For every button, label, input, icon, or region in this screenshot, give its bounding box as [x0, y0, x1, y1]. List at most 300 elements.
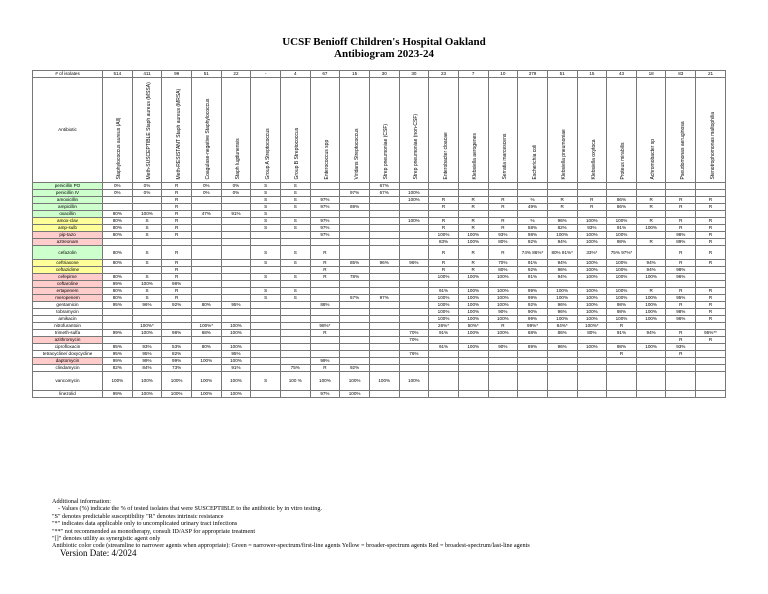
susceptibility-cell: 99%: [103, 281, 133, 288]
susceptibility-cell: [369, 365, 399, 372]
susceptibility-cell: [399, 323, 429, 330]
susceptibility-cell: 100%: [488, 302, 518, 309]
table-row: [33, 302, 726, 309]
susceptibility-cell: 91%: [221, 211, 251, 218]
susceptibility-cell: 97%: [310, 218, 340, 225]
susceptibility-cell: [191, 232, 221, 239]
susceptibility-cell: 100%: [547, 232, 577, 239]
susceptibility-cell: [399, 183, 429, 190]
susceptibility-cell: [221, 260, 251, 267]
susceptibility-cell: [191, 225, 221, 232]
susceptibility-cell: R: [488, 323, 518, 330]
organism-header: [399, 78, 429, 183]
susceptibility-cell: [221, 295, 251, 302]
susceptibility-cell: R: [666, 337, 696, 344]
organism-name: Staphylococcus aureus (All): [116, 117, 123, 179]
susceptibility-cell: [458, 211, 488, 218]
susceptibility-cell: [103, 239, 133, 246]
susceptibility-cell: [191, 267, 221, 274]
susceptibility-cell: 88%: [310, 302, 340, 309]
susceptibility-cell: 100%: [577, 288, 607, 295]
susceptibility-cell: R: [429, 225, 459, 232]
susceptibility-cell: 95%: [221, 351, 251, 358]
susceptibility-cell: R: [458, 260, 488, 267]
susceptibility-cell: R: [162, 246, 192, 260]
susceptibility-cell: 70%: [399, 330, 429, 337]
susceptibility-cell: [458, 351, 488, 358]
susceptibility-cell: [132, 309, 162, 316]
susceptibility-cell: 100%: [636, 316, 666, 323]
antibiotic-name: nitrofurantoin: [33, 323, 103, 330]
susceptibility-cell: S: [280, 246, 310, 260]
susceptibility-cell: [191, 351, 221, 358]
organism-name: Enterococcus spp: [323, 139, 330, 179]
organism-header: [132, 78, 162, 183]
susceptibility-cell: [547, 358, 577, 365]
susceptibility-cell: [429, 358, 459, 365]
susceptibility-cell: 100%: [221, 344, 251, 351]
organism-name: Coagulase-negative Staphylococcus: [205, 98, 212, 179]
susceptibility-cell: [191, 309, 221, 316]
susceptibility-cell: S: [251, 246, 281, 260]
susceptibility-cell: [251, 330, 281, 337]
susceptibility-cell: S: [132, 225, 162, 232]
susceptibility-cell: 100%: [369, 372, 399, 391]
susceptibility-cell: [488, 211, 518, 218]
susceptibility-cell: S: [132, 288, 162, 295]
additional-information: [52, 498, 530, 550]
susceptibility-cell: S: [132, 232, 162, 239]
susceptibility-cell: [221, 246, 251, 260]
antibiotic-name: trimeth-sulfa: [33, 330, 103, 337]
susceptibility-cell: 97%: [310, 391, 340, 398]
susceptibility-cell: R: [666, 246, 696, 260]
susceptibility-cell: 68%: [518, 330, 548, 337]
susceptibility-cell: 100 %: [280, 372, 310, 391]
susceptibility-cell: [251, 323, 281, 330]
susceptibility-cell: [488, 281, 518, 288]
organism-name: Strep pneumoniae (non-CSF): [412, 113, 419, 179]
susceptibility-cell: [280, 337, 310, 344]
susceptibility-cell: R: [488, 225, 518, 232]
susceptibility-cell: [310, 183, 340, 190]
susceptibility-cell: [340, 281, 370, 288]
organism-header: [547, 78, 577, 183]
susceptibility-cell: R: [310, 246, 340, 260]
susceptibility-cell: 80% 91%*: [547, 246, 577, 260]
susceptibility-cell: R: [162, 232, 192, 239]
susceptibility-cell: [607, 358, 637, 365]
susceptibility-cell: R: [162, 218, 192, 225]
susceptibility-cell: 91%: [518, 274, 548, 281]
susceptibility-cell: 100%: [607, 288, 637, 295]
table-row: [33, 211, 726, 218]
susceptibility-cell: R: [666, 351, 696, 358]
susceptibility-cell: [132, 197, 162, 204]
susceptibility-cell: [666, 183, 696, 190]
susceptibility-cell: 97%: [369, 295, 399, 302]
susceptibility-cell: R: [458, 267, 488, 274]
susceptibility-cell: [103, 197, 133, 204]
organism-header: [666, 78, 696, 183]
susceptibility-cell: 80%: [103, 246, 133, 260]
susceptibility-cell: S: [251, 211, 281, 218]
susceptibility-cell: [458, 183, 488, 190]
susceptibility-cell: [369, 337, 399, 344]
isolate-count: 51: [191, 71, 221, 78]
susceptibility-cell: 100%: [132, 372, 162, 391]
susceptibility-cell: [103, 267, 133, 274]
susceptibility-cell: [369, 274, 399, 281]
susceptibility-cell: [369, 267, 399, 274]
susceptibility-cell: R: [696, 225, 726, 232]
susceptibility-cell: [191, 218, 221, 225]
susceptibility-cell: 100%: [221, 372, 251, 391]
antibiotic-name: oxacillin: [33, 211, 103, 218]
susceptibility-cell: 80%: [577, 330, 607, 337]
table-row: [33, 391, 726, 398]
susceptibility-cell: R: [636, 239, 666, 246]
susceptibility-cell: S: [251, 190, 281, 197]
susceptibility-cell: [636, 281, 666, 288]
susceptibility-cell: 100%: [162, 372, 192, 391]
susceptibility-cell: S: [251, 295, 281, 302]
organism-name: Group A Streptococcus: [264, 127, 271, 179]
susceptibility-cell: [577, 391, 607, 398]
susceptibility-cell: [280, 316, 310, 323]
susceptibility-cell: [488, 358, 518, 365]
susceptibility-cell: R: [696, 302, 726, 309]
antibiotic-name: aztreonam: [33, 239, 103, 246]
susceptibility-cell: S: [280, 204, 310, 211]
susceptibility-cell: R: [310, 274, 340, 281]
susceptibility-cell: [310, 337, 340, 344]
susceptibility-cell: [221, 337, 251, 344]
susceptibility-cell: 47%: [191, 211, 221, 218]
susceptibility-cell: 80%: [103, 288, 133, 295]
susceptibility-cell: [636, 323, 666, 330]
antibiogram-table: [32, 70, 726, 398]
susceptibility-cell: [251, 239, 281, 246]
susceptibility-cell: R: [458, 197, 488, 204]
susceptibility-cell: [251, 316, 281, 323]
table-row: [33, 316, 726, 323]
susceptibility-cell: [607, 211, 637, 218]
susceptibility-cell: [399, 344, 429, 351]
susceptibility-cell: 0%: [191, 183, 221, 190]
isolate-count: 18: [636, 71, 666, 78]
susceptibility-cell: R: [547, 197, 577, 204]
susceptibility-cell: 98%: [162, 281, 192, 288]
susceptibility-cell: 0%: [132, 190, 162, 197]
susceptibility-cell: [221, 218, 251, 225]
table-row: [33, 323, 726, 330]
susceptibility-cell: [221, 232, 251, 239]
susceptibility-cell: [577, 211, 607, 218]
susceptibility-cell: [636, 211, 666, 218]
susceptibility-cell: R: [696, 239, 726, 246]
susceptibility-cell: 100%: [577, 274, 607, 281]
susceptibility-cell: [340, 218, 370, 225]
susceptibility-cell: [488, 372, 518, 391]
susceptibility-cell: R: [162, 260, 192, 267]
susceptibility-cell: R: [696, 309, 726, 316]
susceptibility-cell: [429, 183, 459, 190]
susceptibility-cell: [340, 351, 370, 358]
susceptibility-cell: 33%*: [577, 246, 607, 260]
susceptibility-cell: 74% 86%*: [518, 246, 548, 260]
table-row: [33, 218, 726, 225]
susceptibility-cell: [518, 391, 548, 398]
antibiotic-name: ceftriaxone: [33, 260, 103, 267]
susceptibility-cell: [369, 281, 399, 288]
susceptibility-cell: 95%**: [696, 330, 726, 337]
susceptibility-cell: [162, 323, 192, 330]
susceptibility-cell: R: [696, 197, 726, 204]
organism-header: [458, 78, 488, 183]
susceptibility-cell: [547, 337, 577, 344]
susceptibility-cell: S: [132, 246, 162, 260]
susceptibility-cell: [607, 183, 637, 190]
table-row: [33, 225, 726, 232]
organism-header: [488, 78, 518, 183]
susceptibility-cell: 98%: [607, 344, 637, 351]
susceptibility-cell: 99%: [162, 358, 192, 365]
organism-header: [696, 78, 726, 183]
table-row: [33, 344, 726, 351]
susceptibility-cell: R: [577, 204, 607, 211]
isolate-count: 10: [488, 71, 518, 78]
antibiotic-name: ceftazidime: [33, 267, 103, 274]
susceptibility-cell: [458, 365, 488, 372]
susceptibility-cell: S: [280, 260, 310, 267]
susceptibility-cell: 0%: [103, 183, 133, 190]
susceptibility-cell: 95%: [103, 351, 133, 358]
susceptibility-cell: [251, 391, 281, 398]
info-line: Additional information:: [52, 498, 111, 505]
susceptibility-cell: [251, 365, 281, 372]
susceptibility-cell: 100%: [458, 239, 488, 246]
susceptibility-cell: [191, 288, 221, 295]
susceptibility-cell: [340, 232, 370, 239]
susceptibility-cell: S: [132, 295, 162, 302]
susceptibility-cell: 100%*: [191, 323, 221, 330]
susceptibility-cell: 85%: [103, 344, 133, 351]
susceptibility-cell: [696, 281, 726, 288]
susceptibility-cell: R: [310, 330, 340, 337]
table-row: [33, 204, 726, 211]
susceptibility-cell: [310, 288, 340, 295]
table-row: [33, 358, 726, 365]
antibiotic-name: penicillin PO: [33, 183, 103, 190]
susceptibility-cell: 100%: [488, 316, 518, 323]
susceptibility-cell: 78%: [340, 274, 370, 281]
susceptibility-cell: [132, 239, 162, 246]
susceptibility-cell: [429, 337, 459, 344]
susceptibility-cell: [251, 358, 281, 365]
susceptibility-cell: 94%: [636, 330, 666, 337]
document-title: UCSF Benioff Children's Hospital Oakland: [282, 36, 486, 48]
susceptibility-cell: S: [132, 274, 162, 281]
susceptibility-cell: [547, 351, 577, 358]
susceptibility-cell: R: [666, 288, 696, 295]
susceptibility-cell: [251, 267, 281, 274]
susceptibility-cell: [636, 232, 666, 239]
susceptibility-cell: [696, 365, 726, 372]
organism-name: Klebsiella aerogenes: [472, 132, 479, 179]
antibiotic-name: amp-sulb: [33, 225, 103, 232]
susceptibility-cell: 100%: [636, 225, 666, 232]
susceptibility-cell: 90%: [488, 309, 518, 316]
susceptibility-cell: 91%: [607, 330, 637, 337]
susceptibility-cell: R: [429, 218, 459, 225]
susceptibility-cell: [162, 316, 192, 323]
susceptibility-cell: [458, 337, 488, 344]
susceptibility-cell: [547, 211, 577, 218]
susceptibility-cell: 100%: [458, 295, 488, 302]
susceptibility-cell: [399, 211, 429, 218]
susceptibility-cell: [340, 330, 370, 337]
susceptibility-cell: R: [696, 288, 726, 295]
antibiotic-name: gentamicin: [33, 302, 103, 309]
susceptibility-cell: 100%: [340, 372, 370, 391]
susceptibility-cell: [132, 337, 162, 344]
organism-header: [221, 78, 251, 183]
susceptibility-cell: 100%: [191, 372, 221, 391]
susceptibility-cell: 100%: [132, 391, 162, 398]
susceptibility-cell: [577, 190, 607, 197]
susceptibility-cell: [399, 239, 429, 246]
info-line: "S" denotes predictable susceptibility "R" denotes intrinsic resistance: [52, 512, 224, 520]
susceptibility-cell: S: [280, 197, 310, 204]
susceptibility-cell: 100%: [221, 391, 251, 398]
susceptibility-cell: [607, 281, 637, 288]
susceptibility-cell: 100%: [547, 288, 577, 295]
susceptibility-cell: [488, 190, 518, 197]
susceptibility-cell: [429, 391, 459, 398]
susceptibility-cell: [666, 211, 696, 218]
table-row: [33, 309, 726, 316]
susceptibility-cell: [666, 365, 696, 372]
antibiotic-name: ceftaroline: [33, 281, 103, 288]
susceptibility-cell: S: [251, 288, 281, 295]
susceptibility-cell: [636, 391, 666, 398]
susceptibility-cell: 98%: [666, 267, 696, 274]
susceptibility-cell: S: [251, 225, 281, 232]
susceptibility-cell: [369, 288, 399, 295]
susceptibility-cell: 100%: [103, 372, 133, 391]
susceptibility-cell: 67%: [369, 183, 399, 190]
isolate-count: 30: [399, 71, 429, 78]
susceptibility-cell: R: [666, 204, 696, 211]
susceptibility-cell: 0%: [221, 183, 251, 190]
susceptibility-cell: [369, 225, 399, 232]
susceptibility-cell: 100%: [132, 281, 162, 288]
susceptibility-cell: [399, 309, 429, 316]
susceptibility-cell: R: [162, 183, 192, 190]
susceptibility-cell: 100%: [547, 295, 577, 302]
susceptibility-cell: [251, 351, 281, 358]
susceptibility-cell: [518, 183, 548, 190]
susceptibility-cell: [132, 316, 162, 323]
susceptibility-cell: 91%: [429, 330, 459, 337]
susceptibility-cell: [310, 239, 340, 246]
susceptibility-cell: [280, 323, 310, 330]
susceptibility-cell: 100%: [221, 358, 251, 365]
susceptibility-cell: 100%: [607, 218, 637, 225]
susceptibility-cell: 86%: [547, 330, 577, 337]
susceptibility-cell: S: [280, 183, 310, 190]
susceptibility-cell: 99%: [132, 358, 162, 365]
susceptibility-cell: 100%: [607, 260, 637, 267]
susceptibility-cell: [666, 190, 696, 197]
susceptibility-cell: 49%: [518, 204, 548, 211]
susceptibility-cell: 100%: [458, 344, 488, 351]
antibiotic-name: cefepime: [33, 274, 103, 281]
version-date: Version Date: 4/2024: [60, 548, 137, 558]
susceptibility-cell: R: [429, 267, 459, 274]
susceptibility-cell: %: [518, 197, 548, 204]
susceptibility-cell: 85%: [340, 260, 370, 267]
susceptibility-cell: [221, 288, 251, 295]
susceptibility-cell: [369, 351, 399, 358]
info-line: "**" not recommended as monotherapy, consult ID/ASP for appropriate treatment: [52, 527, 256, 535]
susceptibility-cell: S: [132, 260, 162, 267]
susceptibility-cell: [310, 344, 340, 351]
susceptibility-cell: [369, 204, 399, 211]
isolate-count: 30: [369, 71, 399, 78]
susceptibility-cell: [103, 316, 133, 323]
susceptibility-cell: [547, 190, 577, 197]
organism-name: Viridans Streptococcus: [353, 127, 360, 179]
susceptibility-cell: 96%: [666, 274, 696, 281]
table-row: [33, 267, 726, 274]
susceptibility-cell: S: [251, 260, 281, 267]
susceptibility-cell: [369, 391, 399, 398]
susceptibility-cell: [607, 365, 637, 372]
susceptibility-cell: [458, 372, 488, 391]
susceptibility-cell: 96%: [399, 260, 429, 267]
susceptibility-cell: 0%: [221, 190, 251, 197]
susceptibility-cell: 100%: [221, 330, 251, 337]
susceptibility-cell: S: [280, 295, 310, 302]
susceptibility-cell: [340, 302, 370, 309]
table-row: [33, 239, 726, 246]
isolate-count: 51: [547, 71, 577, 78]
susceptibility-cell: 53%: [162, 344, 192, 351]
susceptibility-cell: [696, 391, 726, 398]
susceptibility-cell: 80%: [488, 267, 518, 274]
susceptibility-cell: 100%: [429, 232, 459, 239]
susceptibility-cell: [191, 337, 221, 344]
susceptibility-cell: 100%: [429, 274, 459, 281]
susceptibility-cell: 100%: [399, 190, 429, 197]
susceptibility-cell: R: [696, 232, 726, 239]
susceptibility-cell: 80%: [103, 218, 133, 225]
susceptibility-cell: 93%: [488, 232, 518, 239]
susceptibility-cell: R: [458, 204, 488, 211]
susceptibility-cell: 96%: [547, 344, 577, 351]
susceptibility-cell: 100%: [132, 211, 162, 218]
susceptibility-cell: [399, 316, 429, 323]
document-subtitle: Antibiogram 2023-24: [334, 48, 434, 60]
susceptibility-cell: [280, 232, 310, 239]
susceptibility-cell: S: [280, 274, 310, 281]
susceptibility-cell: [518, 337, 548, 344]
susceptibility-cell: [369, 239, 399, 246]
susceptibility-cell: 94%: [636, 260, 666, 267]
susceptibility-cell: 100%: [577, 260, 607, 267]
